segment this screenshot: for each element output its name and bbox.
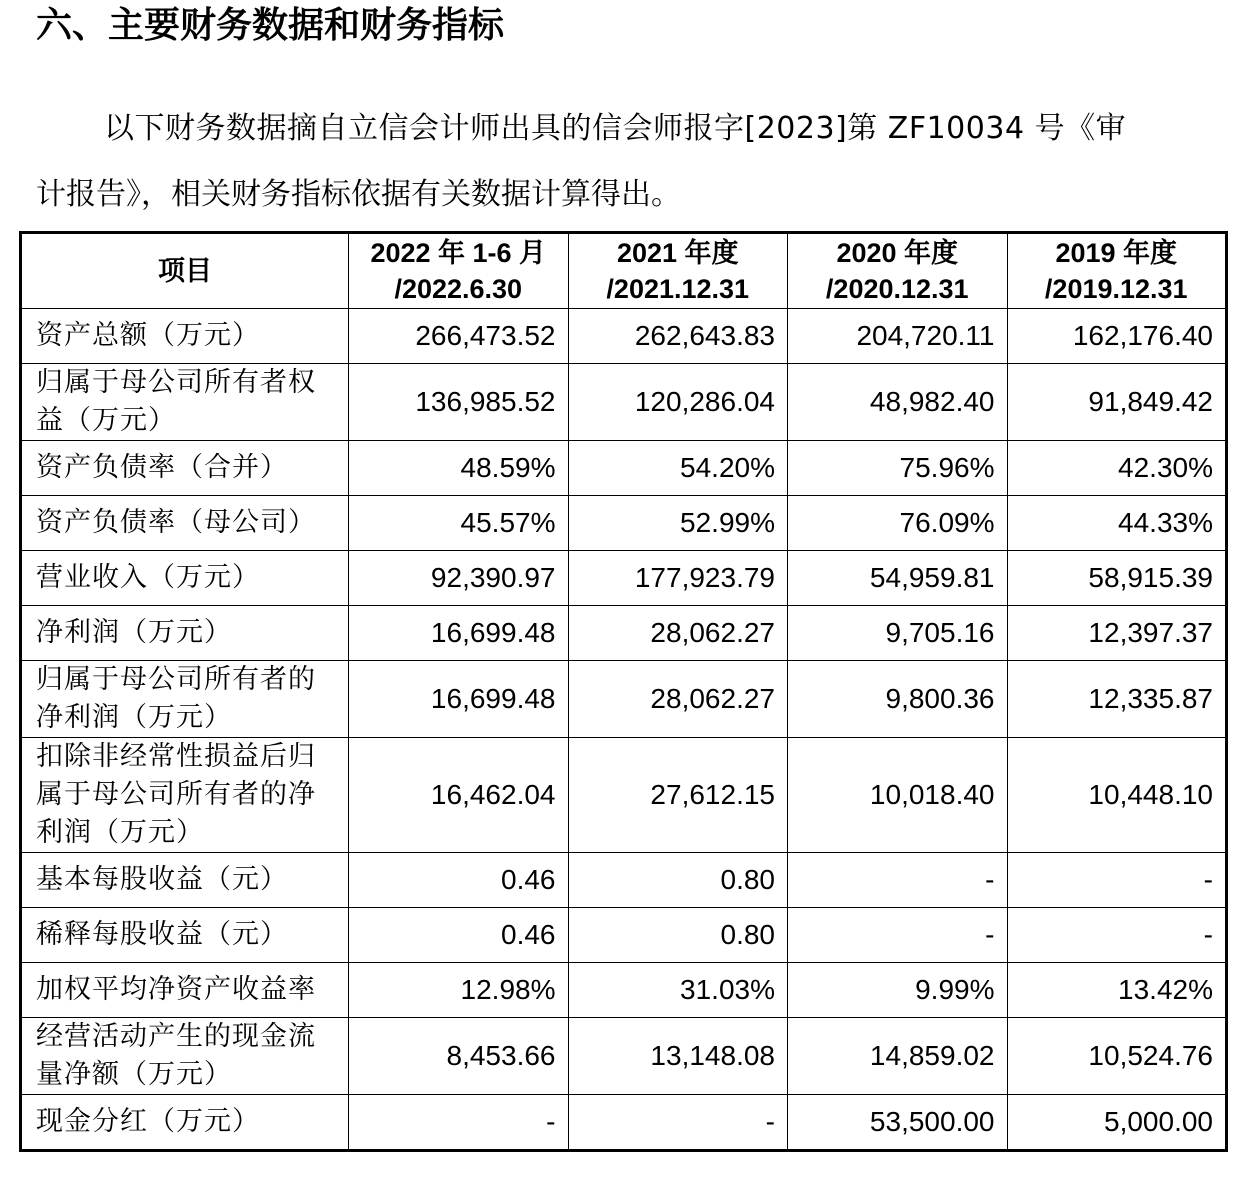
table-row [21,963,1227,1018]
header-item: 项目 [21,233,349,309]
table-row [21,1018,1227,1095]
cell-value: 10,448.10 [1007,738,1227,853]
table-row [21,441,1227,496]
cell-value: 52.99% [568,496,788,551]
cell-value: - [1007,853,1227,908]
table-row [21,551,1227,606]
cell-value: 162,176.40 [1007,309,1227,364]
table-row [21,738,1227,853]
cell-value: 14,859.02 [788,1018,1008,1095]
financial-data-table [19,231,1228,1152]
cell-value: 136,985.52 [349,364,569,441]
table-row [21,606,1227,661]
cell-value: 9,705.16 [788,606,1008,661]
cell-value: 12,335.87 [1007,661,1227,738]
cell-value: - [788,853,1008,908]
cell-value: 53,500.00 [788,1095,1008,1151]
table-row [21,853,1227,908]
cell-value: 54.20% [568,441,788,496]
cell-value: - [788,908,1008,963]
cell-value: 48,982.40 [788,364,1008,441]
header-period-2020: 2020 年度 /2020.12.31 [788,233,1008,309]
cell-value: 54,959.81 [788,551,1008,606]
table-row [21,661,1227,738]
cell-value: 0.80 [568,908,788,963]
table-row [21,496,1227,551]
cell-value: 0.80 [568,853,788,908]
cell-value: 91,849.42 [1007,364,1227,441]
cell-value: 12,397.37 [1007,606,1227,661]
cell-value: 9,800.36 [788,661,1008,738]
cell-value: 0.46 [349,908,569,963]
row-label: 稀释每股收益（元） [21,908,349,963]
cell-value: 120,286.04 [568,364,788,441]
row-label: 经营活动产生的现金流量净额（万元） [21,1018,349,1095]
table-header-row [21,233,1227,309]
table-row [21,309,1227,364]
cell-value: 0.46 [349,853,569,908]
cell-value: 16,462.04 [349,738,569,853]
cell-value: 75.96% [788,441,1008,496]
table-row [21,364,1227,441]
cell-value: 5,000.00 [1007,1095,1227,1151]
row-label: 加权平均净资产收益率 [21,963,349,1018]
cell-value: 16,699.48 [349,606,569,661]
cell-value: 9.99% [788,963,1008,1018]
cell-value: 44.33% [1007,496,1227,551]
cell-value: 42.30% [1007,441,1227,496]
cell-value: 76.09% [788,496,1008,551]
cell-value: 262,643.83 [568,309,788,364]
cell-value: 12.98% [349,963,569,1018]
row-label: 资产总额（万元） [21,309,349,364]
intro-line-2: 计报告》，相关财务指标依据有关数据计算得出。 [36,177,681,212]
cell-value: 204,720.11 [788,309,1008,364]
row-label: 基本每股收益（元） [21,853,349,908]
row-label: 归属于母公司所有者的净利润（万元） [21,661,349,738]
row-label: 现金分红（万元） [21,1095,349,1151]
row-label: 扣除非经常性损益后归属于母公司所有者的净利润（万元） [21,738,349,853]
cell-value: - [349,1095,569,1151]
cell-value: 16,699.48 [349,661,569,738]
cell-value: 266,473.52 [349,309,569,364]
cell-value: 8,453.66 [349,1018,569,1095]
cell-value: 28,062.27 [568,606,788,661]
row-label: 资产负债率（合并） [21,441,349,496]
cell-value: - [568,1095,788,1151]
row-label: 营业收入（万元） [21,551,349,606]
table-row [21,908,1227,963]
intro-paragraph [36,96,1216,228]
intro-line-1: 以下财务数据摘自立信会计师出具的信会师报字[2023]第 ZF10034 号《审 [104,111,1127,146]
section-heading: 六、主要财务数据和财务指标 [36,5,505,46]
row-label: 净利润（万元） [21,606,349,661]
header-period-2021: 2021 年度 /2021.12.31 [568,233,788,309]
header-period-2022h1: 2022 年 1-6 月 /2022.6.30 [349,233,569,309]
cell-value: 177,923.79 [568,551,788,606]
cell-value: 28,062.27 [568,661,788,738]
cell-value: 27,612.15 [568,738,788,853]
cell-value: 48.59% [349,441,569,496]
row-label: 归属于母公司所有者权益（万元） [21,364,349,441]
cell-value: - [1007,908,1227,963]
cell-value: 45.57% [349,496,569,551]
cell-value: 13,148.08 [568,1018,788,1095]
cell-value: 13.42% [1007,963,1227,1018]
header-period-2019: 2019 年度 /2019.12.31 [1007,233,1227,309]
cell-value: 10,524.76 [1007,1018,1227,1095]
table-row [21,1095,1227,1151]
cell-value: 31.03% [568,963,788,1018]
row-label: 资产负债率（母公司） [21,496,349,551]
cell-value: 92,390.97 [349,551,569,606]
cell-value: 10,018.40 [788,738,1008,853]
cell-value: 58,915.39 [1007,551,1227,606]
